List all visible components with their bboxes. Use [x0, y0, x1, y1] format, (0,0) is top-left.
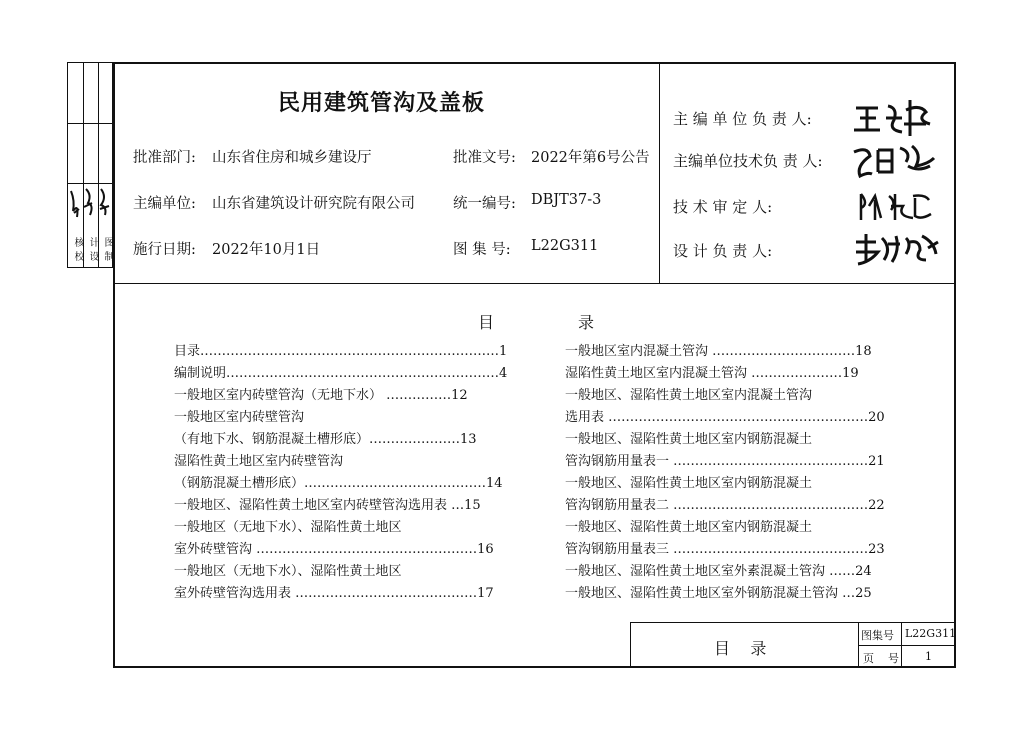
title-block-name: 目 录: [714, 639, 767, 658]
approval-doc-label: 批准文号:: [453, 150, 516, 166]
title-block-page-label: 页 号: [863, 652, 899, 665]
side-label-draw-1: 制: [102, 251, 113, 261]
document-title: 民用建筑管沟及盖板: [278, 90, 486, 116]
toc-left-item[interactable]: 室外砖壁管沟 ……………………………………………16: [174, 542, 494, 557]
toc-right-item[interactable]: 一般地区、湿陷性黄土地区室外钢筋混凝土管沟 …25: [565, 586, 872, 601]
toc-heading-left: 目: [478, 313, 495, 332]
toc-right-item[interactable]: 一般地区、湿陷性黄土地区室内混凝土管沟: [565, 388, 813, 403]
toc-right-item[interactable]: 湿陷性黄土地区室内混凝土管沟 …………………19: [565, 366, 859, 381]
header-vertical-divider: [659, 62, 660, 283]
approval-dept-label: 批准部门:: [133, 150, 196, 166]
side-label-check-2: 核: [72, 237, 83, 247]
signature-3: [855, 186, 935, 226]
toc-left-item[interactable]: 湿陷性黄土地区室内砖壁管沟: [174, 454, 344, 469]
toc-left-item[interactable]: 一般地区室内砖壁管沟（无地下水） ……………12: [174, 388, 468, 403]
signature-2: [850, 140, 940, 180]
editor-unit: 山东省建筑设计研究院有限公司: [212, 196, 415, 212]
effective-date: 2022年10月1日: [212, 242, 321, 258]
header-divider: [113, 283, 956, 284]
editor-unit-label: 主编单位:: [133, 196, 196, 212]
toc-right-item[interactable]: 一般地区室内混凝土管沟 ……………………………18: [565, 344, 872, 359]
toc-left-item[interactable]: 室外砖壁管沟选用表 ……………………………………17: [174, 586, 494, 601]
side-label-check-1: 校: [72, 251, 83, 261]
unified-no-label: 统一编号:: [453, 196, 516, 212]
toc-left-item[interactable]: （有地下水、钢筋混凝土槽形底）…………………13: [174, 432, 477, 447]
approval-dept: 山东省住房和城乡建设厅: [212, 150, 372, 166]
toc-right-item[interactable]: 一般地区、湿陷性黄土地区室内钢筋混凝土: [565, 432, 813, 447]
title-block-page-value: 1: [925, 650, 932, 663]
toc-right-item[interactable]: 管沟钢筋用量表一 ………………………………………21: [565, 454, 885, 469]
side-label-draw-2: 图: [102, 237, 113, 247]
tech-reviewer-label: 技 术 审 定 人:: [673, 198, 773, 216]
title-block-atlas-value: L22G311: [905, 627, 957, 640]
side-label-design-1: 设: [87, 251, 98, 261]
chief-tech-leader-label: 主编单位技术负 责 人:: [673, 152, 823, 170]
chief-unit-leader-label: 主 编 单 位 负 责 人:: [673, 110, 812, 128]
atlas-no: L22G311: [531, 238, 599, 254]
side-signature-table: [67, 62, 113, 268]
toc-right-item[interactable]: 一般地区、湿陷性黄土地区室外素混凝土管沟 ……24: [565, 564, 872, 579]
signature-4: [852, 228, 944, 270]
unified-no: DBJT37-3: [531, 192, 602, 208]
toc-right-item[interactable]: 管沟钢筋用量表二 ………………………………………22: [565, 498, 885, 513]
toc-left-item[interactable]: 一般地区、湿陷性黄土地区室内砖壁管沟选用表 …15: [174, 498, 481, 513]
toc-left-item[interactable]: 一般地区室内砖壁管沟: [174, 410, 305, 425]
toc-left-item[interactable]: 目录……………………………………………………………1: [174, 344, 508, 359]
side-label-design-2: 计: [87, 237, 98, 247]
signature-1: [850, 96, 940, 140]
toc-heading-right: 录: [578, 313, 595, 332]
atlas-no-label: 图 集 号:: [453, 242, 511, 258]
toc-left-item[interactable]: 一般地区（无地下水）、湿陷性黄土地区: [174, 520, 402, 535]
title-block-atlas-label: 图集号: [861, 629, 894, 642]
toc-right-item[interactable]: 选用表 ……………………………………………………20: [565, 410, 885, 425]
toc-left-item[interactable]: 编制说明………………………………………………………4: [174, 366, 508, 381]
toc-right-item[interactable]: 一般地区、湿陷性黄土地区室内钢筋混凝土: [565, 476, 813, 491]
toc-left-item[interactable]: （钢筋混凝土槽形底）……………………………………14: [174, 476, 503, 491]
toc-left-item[interactable]: 一般地区（无地下水）、湿陷性黄土地区: [174, 564, 402, 579]
effective-date-label: 施行日期:: [133, 242, 196, 258]
design-leader-label: 设 计 负 责 人:: [673, 242, 773, 260]
toc-right-item[interactable]: 一般地区、湿陷性黄土地区室内钢筋混凝土: [565, 520, 813, 535]
toc-right-item[interactable]: 管沟钢筋用量表三 ………………………………………23: [565, 542, 885, 557]
side-signatures: [68, 183, 114, 233]
approval-doc: 2022年第6号公告: [531, 150, 650, 166]
